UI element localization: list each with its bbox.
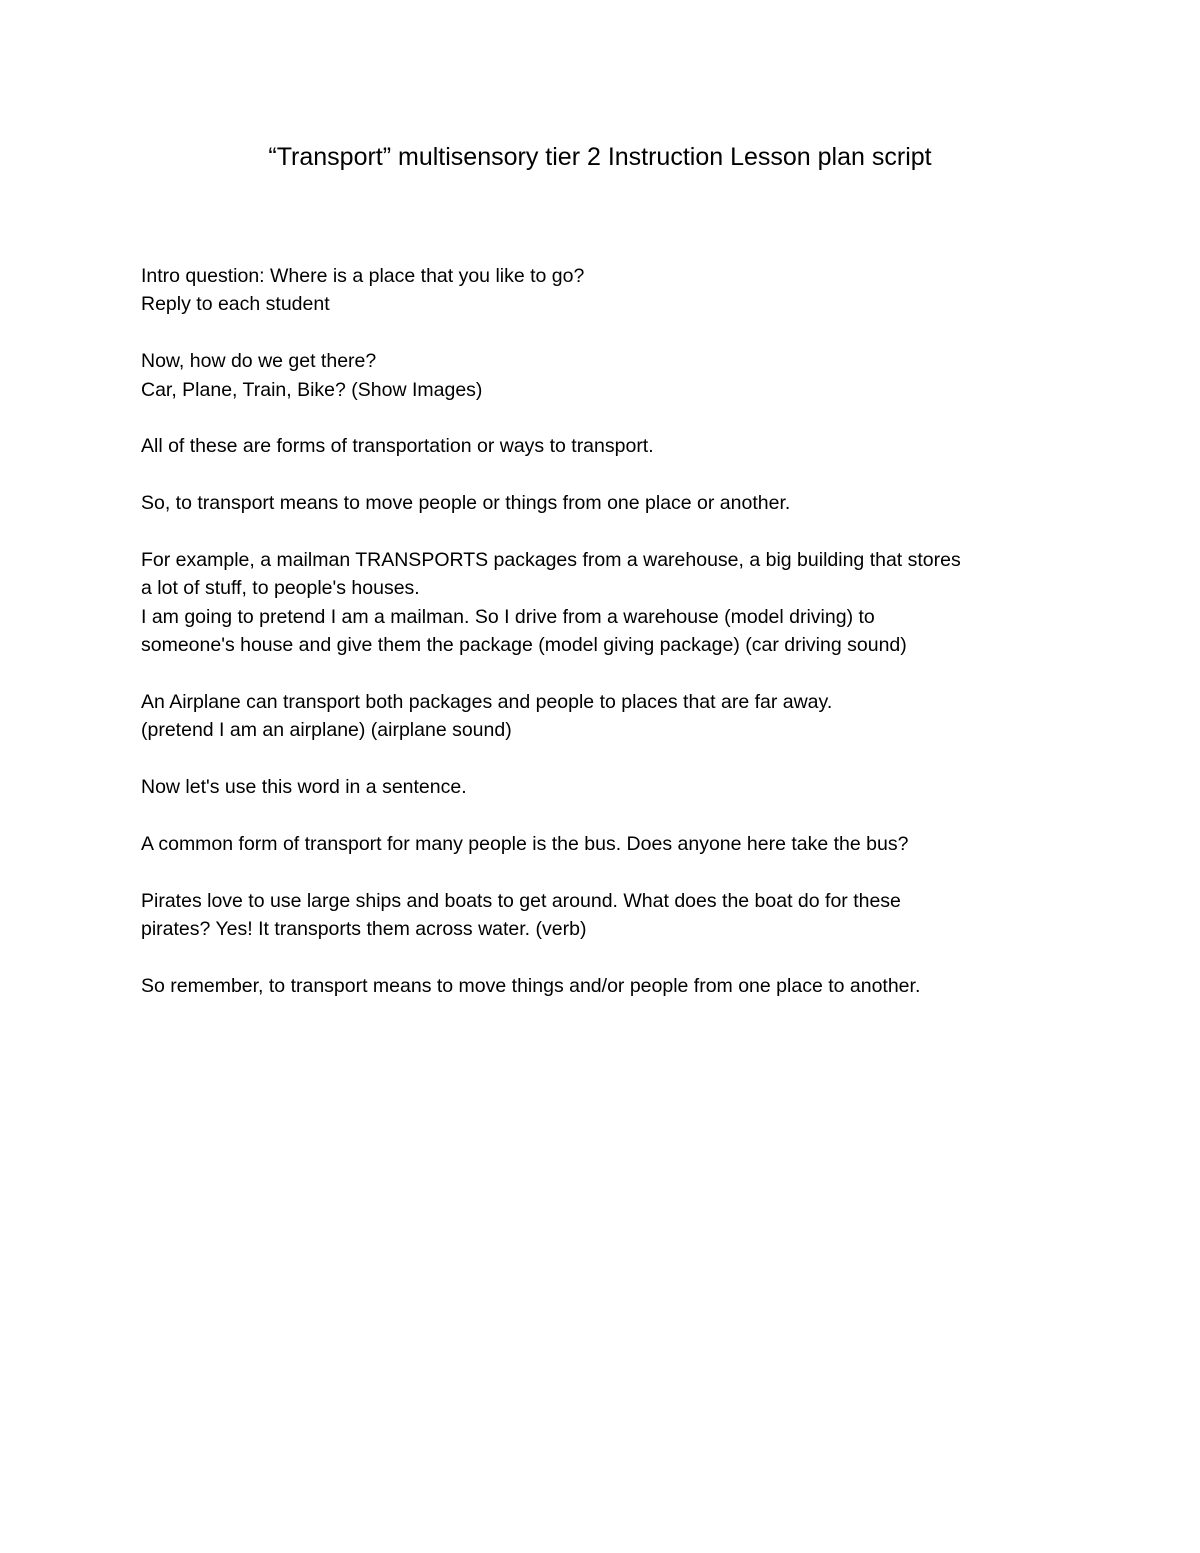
paragraph-mailman-example — [141, 546, 1081, 660]
text-line: (pretend I am an airplane) (airplane sound) — [141, 719, 512, 742]
text-line: So, to transport means to move people or things from one place or another. — [141, 492, 791, 515]
paragraph-bus-example — [141, 830, 1081, 858]
document-title: “Transport” multisensory tier 2 Instruction Lesson plan script — [268, 143, 932, 171]
text-line: Pirates love to use large ships and boats to get around. What does the boat do for these — [141, 889, 901, 912]
paragraph-how-get-there — [141, 347, 1081, 404]
text-line: So remember, to transport means to move things and/or people from one place to another. — [141, 975, 921, 998]
paragraph-definition — [141, 489, 1081, 517]
text-line: pirates? Yes! It transports them across water. (verb) — [141, 918, 587, 941]
text-line: An Airplane can transport both packages and people to places that are far away. — [141, 691, 833, 714]
text-line: a lot of stuff, to people's houses. — [141, 577, 420, 600]
paragraph-pirates-example — [141, 887, 1081, 944]
text-line: For example, a mailman TRANSPORTS packages from a warehouse, a big building that stores — [141, 549, 961, 571]
paragraph-use-in-sentence — [141, 773, 1081, 801]
text-line: someone's house and give them the package (model giving package) (car driving sound) — [141, 634, 907, 657]
paragraph-summary — [141, 972, 1081, 1000]
text-line: Intro question: Where is a place that you like to go? — [141, 265, 585, 287]
text-line: Now let's use this word in a sentence. — [141, 776, 467, 799]
paragraph-airplane-example — [141, 688, 1081, 745]
text-line: I am going to pretend I am a mailman. So I drive from a warehouse (model driving) to — [141, 605, 875, 628]
paragraph-intro-question — [141, 262, 1081, 319]
text-line: All of these are forms of transportation or ways to transport. — [141, 435, 654, 458]
document-body — [141, 262, 1081, 1000]
text-line: Reply to each student — [141, 293, 330, 316]
text-line: Now, how do we get there? — [141, 350, 377, 373]
text-line: A common form of transport for many people is the bus. Does anyone here take the bus? — [141, 833, 909, 856]
paragraph-forms-of-transportation — [141, 432, 1081, 460]
text-line: Car, Plane, Train, Bike? (Show Images) — [141, 378, 483, 401]
